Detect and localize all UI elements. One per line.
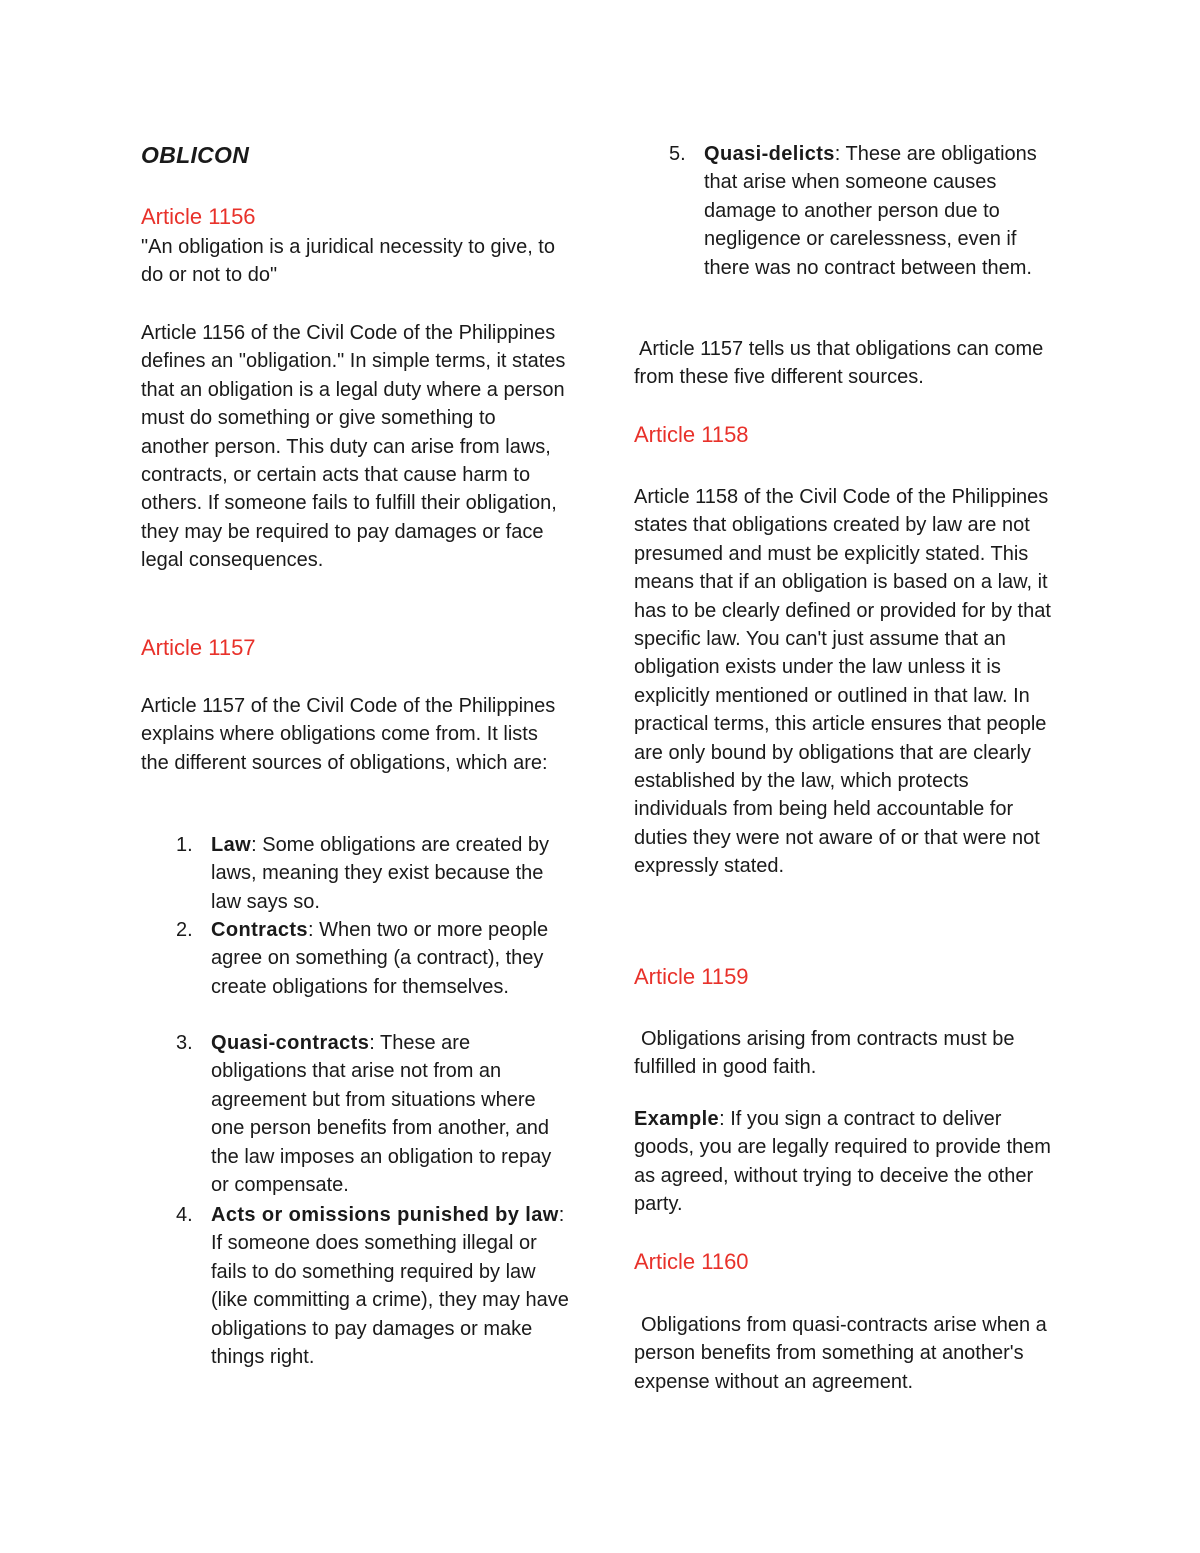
article-1156-body: Article 1156 of the Civil Code of the Philippines defines an "obligation." In simple terms, it states that an obligation is a legal duty where a person must do something or give something to another person. This duty can arise from laws, contracts, or certain acts that cause harm to others. If someone fails to fulfill their obligation, they may be required to pay damages or face legal consequences. — [141, 322, 566, 572]
list-number: 3. — [176, 1032, 193, 1054]
list-item — [141, 831, 571, 916]
article-1158-body: Article 1158 of the Civil Code of the Philippines states that obligations created by law are not presumed and must be explicitly stated. This means that if an obligation is based on a law, it has to be clearly defined or provided for by that specific law. You can't just assume that an obligation exists under the law unless it is explicitly mentioned or outlined in that law. In practical terms, this article ensures that people are only bound by obligations that are clearly established by the law, which protects individuals from being held accountable for duties they were not aware of or that were not expressly stated. — [634, 486, 1051, 878]
article-1159-heading: Article 1159 — [634, 964, 749, 989]
list-text: : Some obligations are created by laws, meaning they exist because the law says so. — [211, 834, 550, 913]
article-1158-heading: Article 1158 — [634, 422, 749, 447]
list-item — [141, 1201, 571, 1371]
list-term: Law — [211, 834, 252, 856]
list-text: : When two or more people agree on something (a contract), they create obligations for themselves. — [211, 919, 549, 998]
article-1157-summary: Article 1157 tells us that obligations can come from these five different sources. — [634, 338, 1044, 389]
article-1159-example — [634, 1105, 1054, 1219]
article-1160-heading: Article 1160 — [634, 1249, 749, 1274]
list-number: 4. — [176, 1204, 193, 1226]
list-term: Quasi-delicts — [704, 143, 835, 165]
example-label: Example — [634, 1108, 720, 1130]
list-term: Contracts — [211, 919, 308, 941]
list-term: Acts or omissions punished by law — [211, 1204, 559, 1226]
document-title: OBLICON — [141, 142, 250, 168]
list-text: : These are obligations that arise when someone causes damage to another person due to negligence or carelessness, even if there was no contract between them. — [704, 143, 1037, 279]
article-1159-body: Obligations arising from contracts must be fulfilled in good faith. — [634, 1028, 1015, 1079]
article-1156-quote: "An obligation is a juridical necessity to give, to do or not to do" — [141, 236, 555, 287]
list-number: 1. — [176, 834, 193, 856]
list-text: : If someone does something illegal or fails to do something required by law (like committing a crime), they may have obligations to pay damages or make things right. — [211, 1204, 569, 1369]
list-item — [141, 1029, 571, 1199]
list-item — [141, 916, 571, 1001]
list-number: 5. — [669, 143, 686, 165]
list-number: 2. — [176, 919, 193, 941]
article-1160-body: Obligations from quasi-contracts arise when a person benefits from something at another's expense without an agreement. — [634, 1314, 1047, 1393]
list-text: : These are obligations that arise not from an agreement but from situations where one person benefits from another, and the law imposes an obligation to repay or compensate. — [211, 1032, 552, 1197]
article-1157-intro: Article 1157 of the Civil Code of the Philippines explains where obligations come from. It lists the different sources of obligations, which are: — [141, 695, 556, 774]
list-term: Quasi-contracts — [211, 1032, 370, 1054]
example-text: : If you sign a contract to deliver goods, you are legally required to provide them as agreed, without trying to deceive the other party. — [634, 1108, 1051, 1216]
article-1156-heading: Article 1156 — [141, 204, 256, 229]
list-item — [634, 140, 1064, 282]
article-1157-heading: Article 1157 — [141, 635, 256, 660]
